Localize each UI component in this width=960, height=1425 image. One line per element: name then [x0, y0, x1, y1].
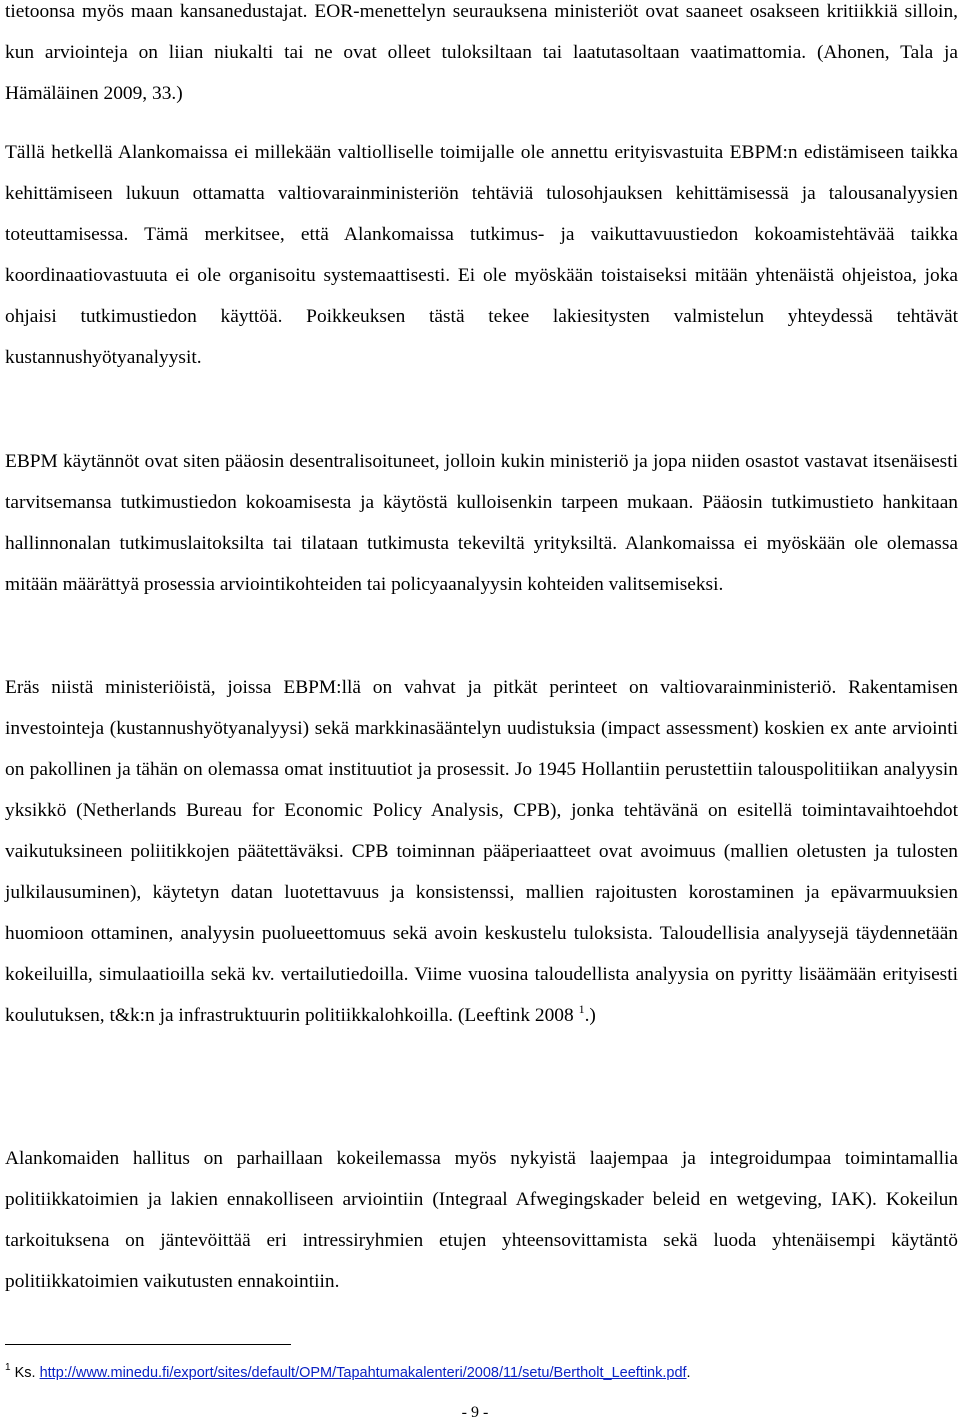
footnote-suffix: .: [686, 1365, 691, 1381]
paragraph-text: Eräs niistä ministeriöistä, joissa EBPM:llä on vahvat ja pitkät perinteet on valtiovarainministeriö. Rakentamisen investointeja (kustannushyötyanalyysi) sekä markkinasääntelyn uudistuksia (impact assessment) koskien ex ante arviointi on pakollinen ja tähän on olemassa omat instituutiot ja prosessit. Jo 1945 Hollantiin perustettiin talouspolitiikan analyysin yksikkö (Netherlands Bureau for Economic Policy Analysis, CPB), jonka tehtävänä on esitellä toimintavaihtoehdot vaikutuksineen poliitikkojen päätettäväksi. CPB toiminnan pääperiaatteet ovat avoimuus (mallien oletusten ja tulosten julkilausuminen), käytetyn datan luotettavuus ja konsistenssi, mallien rajoitusten korostaminen ja epävarmuuksien huomioon ottaminen, analyysin puolueettomuus sekä avoin keskustelu tuloksista. Taloudellisia analyysejä täydennetään kokeiluilla, simulaatioilla sekä kv. vertailutiedoilla. Viime vuosina taloudellista analyysia on pyritty lisäämään erityisesti koulutuksen, t&k:n ja infrastruktuurin politiikkalohkoilla. (Leeftink 2008: [5, 677, 958, 1026]
footnote-prefix: Ks.: [14, 1365, 40, 1381]
paragraph: tietoonsa myös maan kansanedustajat. EOR-menettelyn seurauksena ministeriöt ovat saaneet osakseen kritiikkiä silloin, kun arviointeja on liian niukalti tai ne ovat olleet tuloksiltaan tai laatutasoltaan vaatimattomia. (Ahonen, Tala ja Hämäläinen 2009, 33.): [5, 1, 958, 104]
paragraph-with-footnote: [5, 667, 958, 1036]
page-number: - 9 -: [461, 1404, 489, 1421]
footnote-link[interactable]: http://www.minedu.fi/export/sites/default/OPM/Tapahtumakalenteri/2008/11/setu/Bertholt_Leeftink.pdf: [39, 1365, 687, 1381]
paragraph: EBPM käytännöt ovat siten pääosin desentralisoituneet, jolloin kukin ministeriö ja jopa niiden osastot vastavat itsenäisesti tarvitsemansa tutkimustiedon kokoamisesta ja käytöstä kulloisenkin tarpeen mukaan. Pääosin tutkimustieto hankitaan hallinnonalan tutkimuslaitoksilta tai tilataan tutkimusta tekeviltä yrityksiltä. Alankomaissa ei myöskään ole olemassa mitään määrättyä prosessia arviointikohteiden tai policyaanalyysin kohteiden valitsemiseksi.: [5, 451, 958, 595]
paragraph: Tällä hetkellä Alankomaissa ei millekään valtiolliselle toimijalle ole annettu erityisvastuita EBPM:n edistämiseen taikka kehittämiseen lukuun ottamatta valtiovarainministeriön tehtäviä tulosohjauksen kehittämisessä ja talousanalyysien toteuttamisessa. Tämä merkitsee, että Alankomaissa tutkimus- ja vaikuttavuustiedon kokoamistehtävää taikka koordinaatiovastuuta ei ole organisoitu systemaattisesti. Ei ole myöskään toistaiseksi mitään yhtenäistä ohjeistoa, joka ohjaisi tutkimustiedon käyttöä. Poikkeuksen tästä tekee lakiesitysten valmistelun yhteydessä tehtävät kustannushyötyanalyysit.: [5, 142, 958, 368]
paragraph-end: .): [584, 1005, 596, 1026]
footnote-reference: 1: [578, 1002, 585, 1016]
footnote: [5, 1363, 691, 1383]
paragraph: Alankomaiden hallitus on parhaillaan kokeilemassa myös nykyistä laajempaa ja integroidumpaa toimintamallia politiikkatoimien ja lakien ennakolliseen arviointiin (Integraal Afwegingskader beleid en wetgeving, IAK). Kokeilun tarkoituksena on jäntevöittää eri intressiryhmien etujen yhteensovittamista sekä luoda yhtenäisempi käytäntö politiikkatoimien vaikutusten ennakointiin.: [5, 1148, 958, 1292]
footnote-separator: [5, 1344, 291, 1345]
footnote-number: 1: [5, 1362, 11, 1373]
